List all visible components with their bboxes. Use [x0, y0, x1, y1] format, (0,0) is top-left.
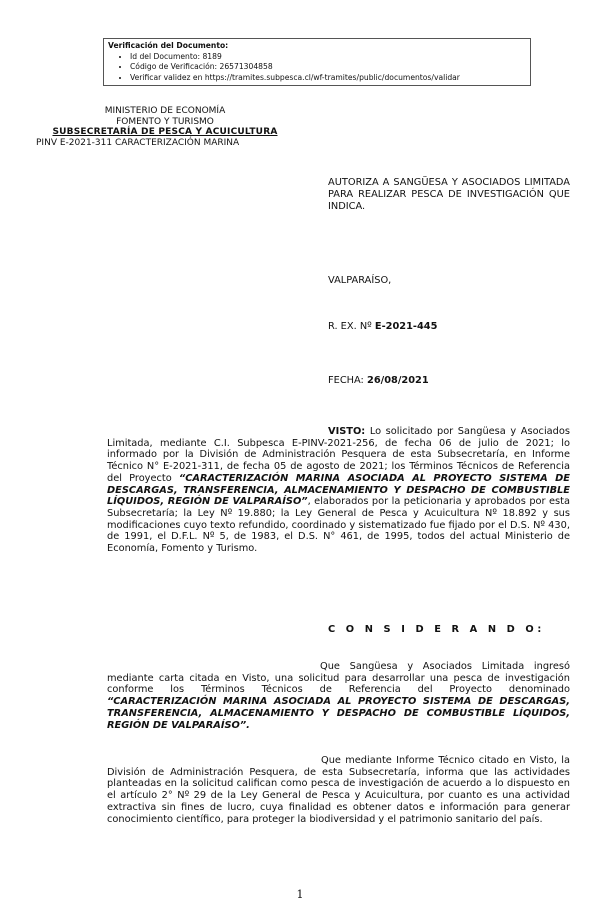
- resolution-date-value: 26/08/2021: [367, 375, 429, 386]
- reference-code: PINV E-2021-311 CARACTERIZACIÓN MARINA: [36, 137, 240, 148]
- resolution-date-label: FECHA:: [328, 375, 364, 386]
- considerando-p1-project: “CARACTERIZACIÓN MARINA ASOCIADA AL PROYECTO SISTEMA DE DESCARGAS, TRANSFERENCIA, ALMACENAMIENTO Y DESPACHO DE COMBUSTIBLE LÍQUIDOS, REGIÓN DE VALPARAÍSO”.: [107, 696, 570, 731]
- verification-id: • Id del Documento: 8189: [130, 52, 526, 63]
- institution-header: [30, 106, 300, 148]
- verification-box: [103, 38, 531, 86]
- visto-label: VISTO:: [328, 426, 366, 437]
- verification-url[interactable]: • Verificar validez en https://tramites.subpesca.cl/wf-tramites/public/documentos/validar: [130, 73, 526, 84]
- resolution-date: [328, 375, 429, 387]
- considerando-p1-text: Que Sangüesa y Asociados Limitada ingresó mediante carta citada en Visto, una solicitud para desarrollar una pesca de investigación conforme los Términos Técnicos de Referencia del Proyecto denominado: [107, 661, 570, 696]
- ministry-name-2: FOMENTO Y TURISMO: [116, 116, 214, 127]
- considerando-paragraph-2: [107, 755, 570, 825]
- resolution-city: VALPARAÍSO,: [328, 275, 392, 286]
- visto-project-name: “CARACTERIZACIÓN MARINA ASOCIADA AL PROYECTO SISTEMA DE DESCARGAS, TRANSFERENCIA, ALMACENAMIENTO Y DESPACHO DE COMBUSTIBLE LÍQUIDOS, REGIÓN DE VALPARAÍSO”: [107, 472, 570, 508]
- resolution-title: AUTORIZA A SANGÜESA Y ASOCIADOS LIMITADA PARA REALIZAR PESCA DE INVESTIGACIÓN QUE INDICA.: [328, 177, 570, 212]
- visto-text-1: Lo solicitado por Sangüesa y Asociados Limitada, mediante C.I. Subpesca E-PINV-2021-256, de fecha 06 de julio de 2021; lo informado por la División de Administración Pesquera de esta Subsecretaría, en Informe Técnico N° E-2021-311, de fecha 05 de agosto de 2021; los Términos Técnicos de Referencia del Proyecto: [107, 426, 570, 484]
- ministry-name: MINISTERIO DE ECONOMÍA: [104, 106, 226, 116]
- visto-text-2: , elaborados por la peticionaria y aprobados por esta Subsecretaría; la Ley Nº 19.880; la Ley General de Pesca y Acuicultura Nº 18.892 y sus modificaciones cuyo texto refundido, coordinado y sistematizado fue fijado por el D.S. Nº 430, de 1991, el D.F.L. Nº 5, de 1983, el D.S. N° 461, de 1995, todos del actual Ministerio de Economía, Fomento y Turismo.: [107, 496, 570, 555]
- verification-code: • Código de Verificación: 26571304858: [130, 62, 526, 73]
- subsecretaria-name: SUBSECRETARÍA DE PESCA Y ACUICULTURA: [52, 127, 278, 137]
- page-number: 1: [296, 888, 304, 901]
- considerando-paragraph-1: [107, 661, 570, 731]
- visto-paragraph: [107, 426, 570, 555]
- resolution-number-value: E-2021-445: [374, 321, 438, 332]
- considerando-p2-text: Que mediante Informe Técnico citado en Visto, la División de Administración Pesquera, de esta Subsecretaría, informa que las actividades planteadas en la solicitud califican como pesca de investigación de acuerdo a lo dispuesto en el artículo 2° Nº 29 de la Ley General de Pesca y Acuicultura, por cuanto es una actividad extractiva sin fines de lucro, cuya finalidad es obtener datos e información para generar conocimiento científico, para proteger la biodiversidad y el patrimonio sanitario del país.: [107, 755, 570, 825]
- considerando-title: C O N S I D E R A N D O:: [328, 624, 545, 635]
- verification-title: Verificación del Documento:: [108, 41, 229, 50]
- verification-list: [108, 52, 526, 84]
- resolution-number-label: R. EX. Nº: [328, 321, 372, 332]
- resolution-number: [328, 321, 437, 333]
